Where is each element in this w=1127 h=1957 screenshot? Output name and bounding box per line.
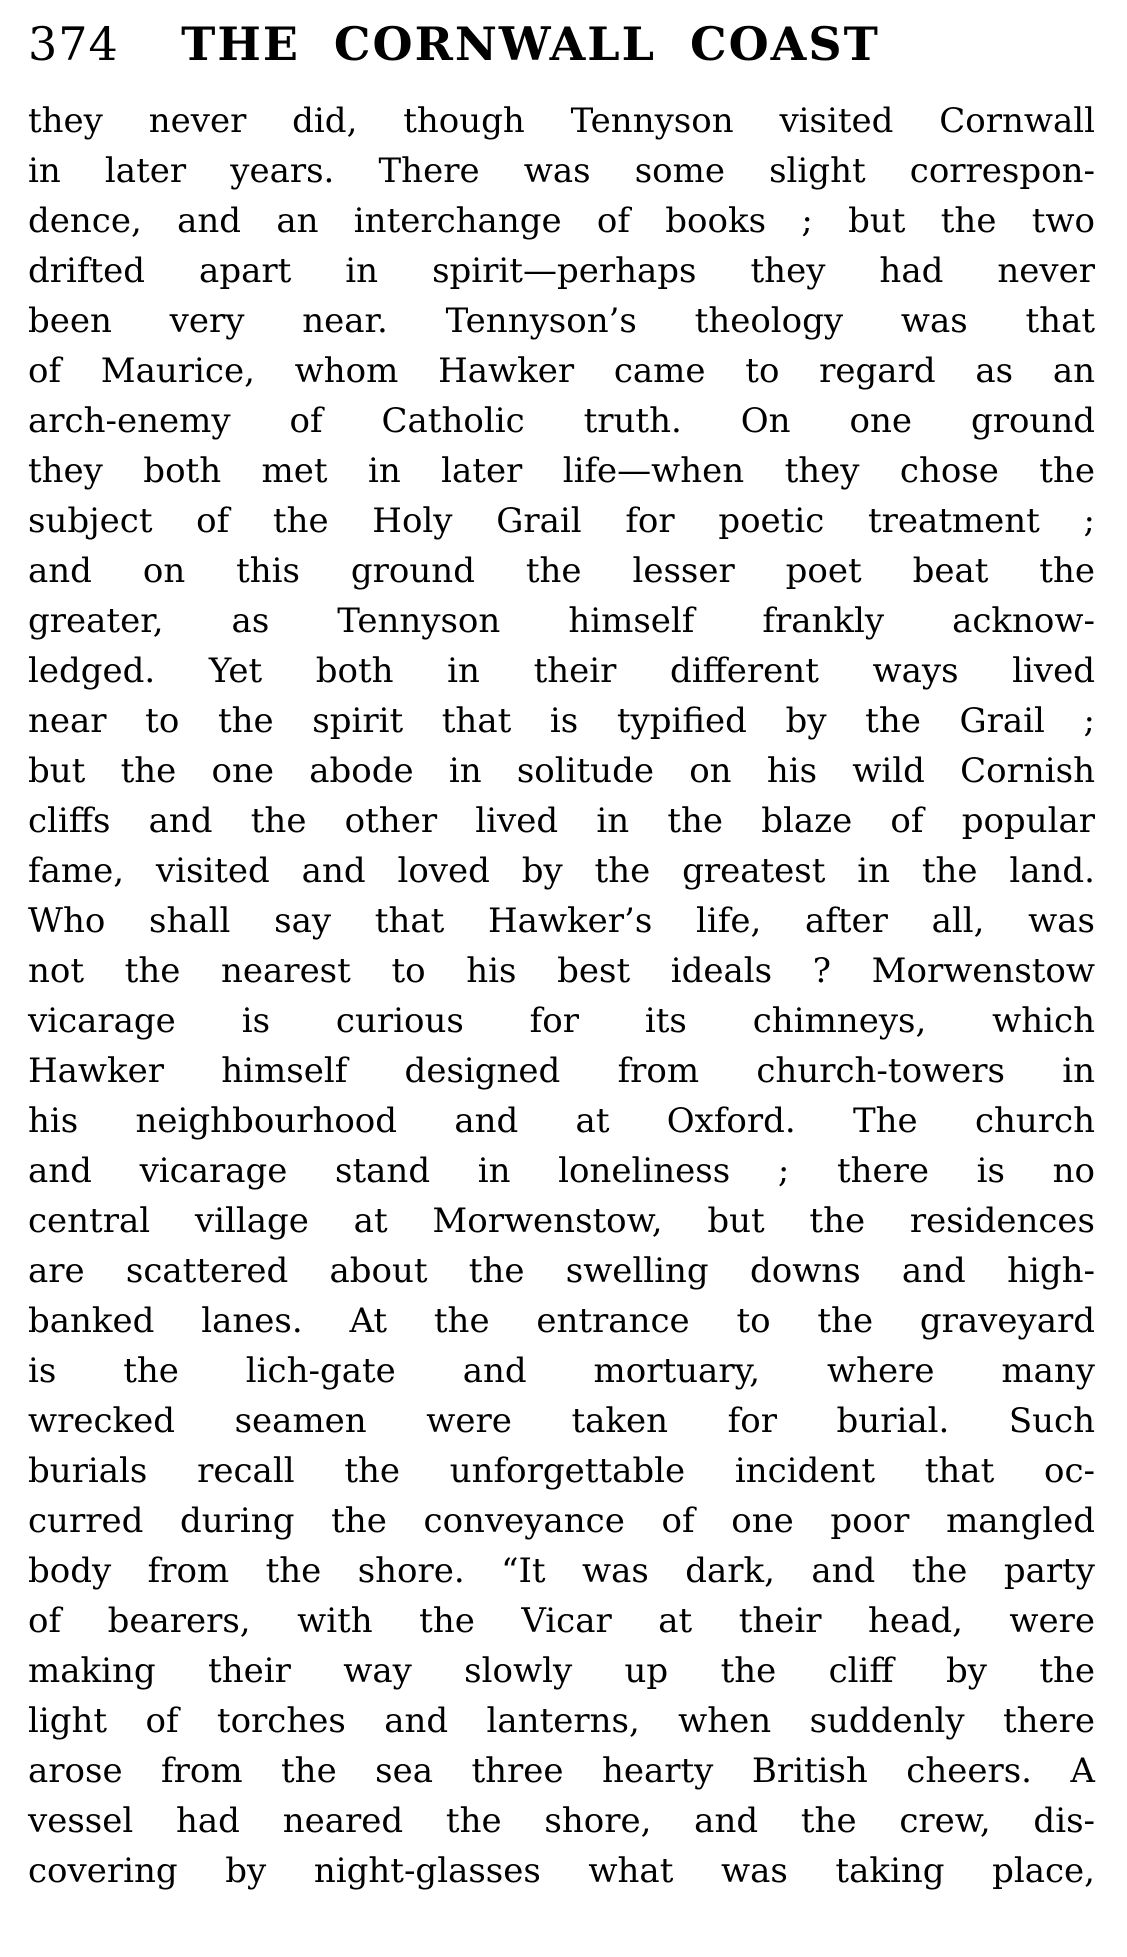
text-line: fame, visited and loved by the greatest in the land. [28, 851, 1095, 891]
text-line: his neighbourhood and at Oxford. The church [28, 1101, 1095, 1141]
text-line: in later years. There was some slight correspon- [28, 151, 1095, 191]
text-line: covering by night-glasses what was taking place, [28, 1851, 1095, 1891]
text-line: subject of the Holy Grail for poetic treatment ; [28, 501, 1095, 541]
text-line: greater, as Tennyson himself frankly acknow- [28, 601, 1095, 641]
text-line: ledged. Yet both in their different ways lived [28, 651, 1095, 691]
page-header [28, 18, 1093, 70]
text-line: of bearers, with the Vicar at their head, were [28, 1601, 1095, 1641]
text-line: Hawker himself designed from church-towers in [28, 1051, 1095, 1091]
text-line: are scattered about the swelling downs and high- [28, 1251, 1095, 1291]
text-line: body from the shore. “It was dark, and the party [28, 1551, 1095, 1591]
text-line: not the nearest to his best ideals ? Morwenstow [28, 951, 1095, 991]
text-line: of Maurice, whom Hawker came to regard as an [28, 351, 1095, 391]
text-line: cliffs and the other lived in the blaze of popular [28, 801, 1095, 841]
text-line: burials recall the unforgettable incident that oc- [28, 1451, 1095, 1491]
text-line: banked lanes. At the entrance to the graveyard [28, 1301, 1095, 1341]
text-line: drifted apart in spirit—perhaps they had never [28, 251, 1095, 291]
text-line: and vicarage stand in loneliness ; there is no [28, 1151, 1095, 1191]
text-line: dence, and an interchange of books ; but the two [28, 201, 1095, 241]
text-line: light of torches and lanterns, when suddenly there [28, 1701, 1095, 1741]
text-line: wrecked seamen were taken for burial. Such [28, 1401, 1095, 1441]
text-line: is the lich-gate and mortuary, where many [28, 1351, 1095, 1391]
text-line: near to the spirit that is typified by the Grail ; [28, 701, 1095, 741]
page-number: 374 [28, 17, 119, 71]
text-line: they both met in later life—when they chose the [28, 451, 1095, 491]
body-text [28, 96, 1095, 1896]
text-line: but the one abode in solitude on his wild Cornish [28, 751, 1095, 791]
text-line: making their way slowly up the cliff by the [28, 1651, 1095, 1691]
text-line: they never did, though Tennyson visited Cornwall [28, 101, 1095, 141]
text-line: arch-enemy of Catholic truth. On one ground [28, 401, 1095, 441]
text-line: curred during the conveyance of one poor mangled [28, 1501, 1095, 1541]
text-line: central village at Morwenstow, but the residences [28, 1201, 1095, 1241]
text-line: vessel had neared the shore, and the crew, dis- [28, 1801, 1095, 1841]
running-title: THE CORNWALL COAST [181, 17, 880, 71]
text-line: been very near. Tennyson’s theology was that [28, 301, 1095, 341]
text-line: vicarage is curious for its chimneys, which [28, 1001, 1095, 1041]
text-line: arose from the sea three hearty British cheers. A [28, 1751, 1095, 1791]
text-line: Who shall say that Hawker’s life, after all, was [28, 901, 1095, 941]
text-line: and on this ground the lesser poet beat the [28, 551, 1095, 591]
